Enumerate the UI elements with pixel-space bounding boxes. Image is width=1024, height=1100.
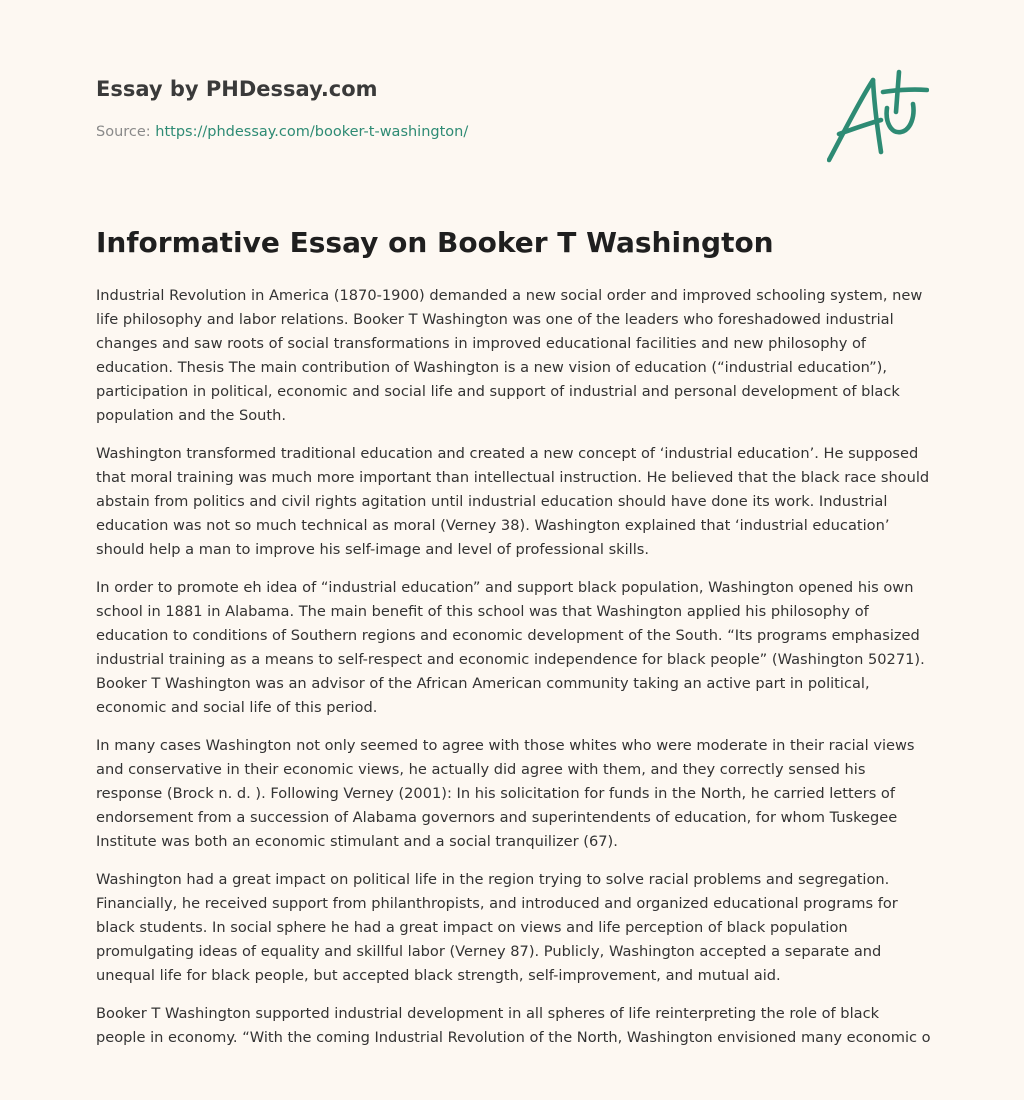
source-label: Source: [96,124,156,140]
source-line [96,124,468,140]
a-plus-icon [827,68,929,164]
essay-paragraph: Booker T Washington supported industrial development in all spheres of life reinterpreting the role of black people in economy. “With the coming Industrial Revolution of the North, Washington envisioned many economic o [96,1005,931,1046]
essay-paragraph: Industrial Revolution in America (1870-1900) demanded a new social order and improved schooling system, new life philosophy and labor relations. Booker T Washington was one of the leaders who foreshadowed industrial changes and saw roots of social transformations in improved educational facilities and new philosophy of education. Thesis The main contribution of Washington is a new vision of education (“industrial education”), participation in political, economic and social life and support of industrial and personal development of black population and the South. [96,287,923,424]
site-brand: Essay by PHDessay.com [96,77,378,101]
essay-body [96,284,932,1064]
essay-title: Informative Essay on Booker T Washington [96,226,774,259]
essay-paragraph: Washington had a great impact on political life in the region trying to solve racial problems and segregation. Financially, he received support from philanthropists, and introduced and organized educational programs for black students. In social sphere he had a great impact on views and life perception of black population promulgating ideas of equality and skillful labor (Verney 87). Publicly, Washington accepted a separate and unequal life for black people, but accepted black strength, self-improvement, and mutual aid. [96,871,898,984]
source-link[interactable]: https://phdessay.com/booker-t-washington/ [155,124,469,140]
essay-paragraph: In order to promote eh idea of “industrial education” and support black population, Washington opened his own school in 1881 in Alabama. The main benefit of this school was that Washington applied his philosophy of education to conditions of Southern regions and economic development of the South. “Its programs emphasized industrial training as a means to self-respect and economic independence for black people” (Washington 50271). Booker T Washington was an advisor of the African American community taking an active part in political, economic and social life of this period. [96,579,925,716]
essay-paragraph: In many cases Washington not only seemed to agree with those whites who were moderate in their racial views and conservative in their economic views, he actually did agree with them, and they correctly sensed his response (Brock n. d. ). Following Verney (2001): In his solicitation for funds in the North, he carried letters of endorsement from a succession of Alabama governors and superintendents of education, for whom Tuskegee Institute was both an economic stimulant and a social tranquilizer (67). [96,737,915,850]
essay-paragraph: Washington transformed traditional education and created a new concept of ‘industrial education’. He supposed that moral training was much more important than intellectual instruction. He believed that the black race should abstain from politics and civil rights agitation until industrial education should have done its work. Industrial education was not so much technical as moral (Verney 38). Washington explained that ‘industrial education’ should help a man to improve his self-image and level of professional skills. [96,445,930,558]
